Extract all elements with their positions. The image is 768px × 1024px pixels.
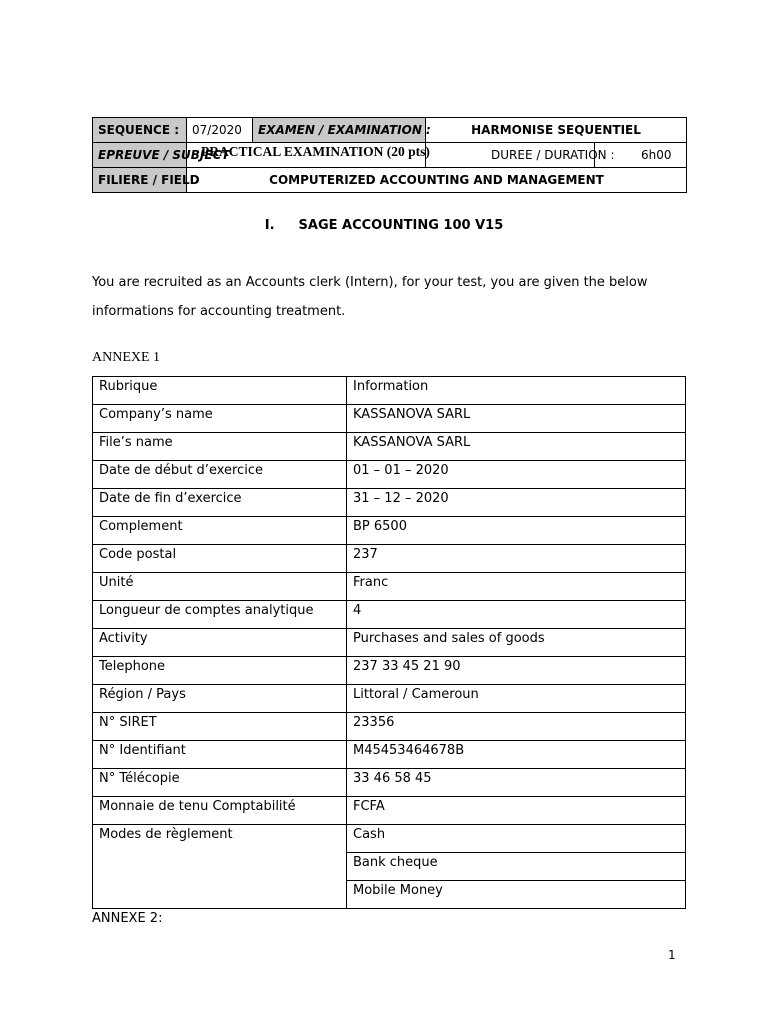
rubrique-cell: Telephone bbox=[93, 657, 347, 685]
exam-header-table bbox=[92, 117, 687, 193]
table-row bbox=[93, 573, 686, 601]
payment-option: Mobile Money bbox=[347, 881, 686, 909]
information-cell: 23356 bbox=[347, 713, 686, 741]
table-row bbox=[93, 461, 686, 489]
subject-value: PRACTICAL EXAMINATION (20 pts) bbox=[187, 143, 426, 168]
rubrique-cell: Date de fin d’exercice bbox=[93, 489, 347, 517]
section-heading bbox=[0, 218, 768, 233]
table-row bbox=[93, 517, 686, 545]
information-cell: 31 – 12 – 2020 bbox=[347, 489, 686, 517]
section-number: I. bbox=[264, 218, 275, 233]
table-row bbox=[93, 685, 686, 713]
field-value: COMPUTERIZED ACCOUNTING AND MANAGEMENT bbox=[187, 168, 687, 193]
information-cell: Purchases and sales of goods bbox=[347, 629, 686, 657]
information-cell: Franc bbox=[347, 573, 686, 601]
rubrique-cell: File’s name bbox=[93, 433, 347, 461]
payment-option: Bank cheque bbox=[347, 853, 686, 881]
information-cell: 4 bbox=[347, 601, 686, 629]
rubrique-cell: Unité bbox=[93, 573, 347, 601]
information-cell: 01 – 01 – 2020 bbox=[347, 461, 686, 489]
intro-line-1: You are recruited as an Accounts clerk (Intern), for your test, you are given the below bbox=[92, 275, 648, 290]
rubrique-cell: N° SIRET bbox=[93, 713, 347, 741]
column-header-rubrique: Rubrique bbox=[93, 377, 347, 405]
duration-label: DUREE / DURATION : bbox=[426, 143, 595, 168]
information-cell: BP 6500 bbox=[347, 517, 686, 545]
duration-value: 6h00 bbox=[595, 143, 687, 168]
information-cell: 237 33 45 21 90 bbox=[347, 657, 686, 685]
rubrique-cell: N° Identifiant bbox=[93, 741, 347, 769]
table-row bbox=[93, 489, 686, 517]
information-cell: 33 46 58 45 bbox=[347, 769, 686, 797]
annexe2-title: ANNEXE 2: bbox=[92, 911, 163, 926]
section-title: SAGE ACCOUNTING 100 V15 bbox=[298, 218, 504, 233]
information-cell: M45453464678B bbox=[347, 741, 686, 769]
intro-line-2: informations for accounting treatment. bbox=[92, 304, 346, 319]
table-header-row bbox=[93, 377, 686, 405]
table-row bbox=[93, 629, 686, 657]
payment-option: Cash bbox=[347, 825, 686, 853]
rubrique-cell: Company’s name bbox=[93, 405, 347, 433]
information-cell: KASSANOVA SARL bbox=[347, 405, 686, 433]
subject-label: EPREUVE / SUBJECT bbox=[93, 143, 187, 168]
company-info-table bbox=[92, 376, 686, 909]
rubrique-cell: Activity bbox=[93, 629, 347, 657]
rubrique-cell: Date de début d’exercice bbox=[93, 461, 347, 489]
sequence-label: SEQUENCE : bbox=[93, 118, 187, 143]
table-row bbox=[93, 657, 686, 685]
table-row bbox=[93, 601, 686, 629]
rubrique-cell: Région / Pays bbox=[93, 685, 347, 713]
page-number: 1 bbox=[668, 948, 676, 962]
column-header-information: Information bbox=[347, 377, 686, 405]
field-label: FILIERE / FIELD bbox=[93, 168, 187, 193]
payment-rubrique: Modes de règlement bbox=[93, 825, 347, 909]
table-row bbox=[93, 713, 686, 741]
sequence-value: 07/2020 bbox=[187, 118, 253, 143]
rubrique-cell: Monnaie de tenu Comptabilité bbox=[93, 797, 347, 825]
information-cell: Littoral / Cameroun bbox=[347, 685, 686, 713]
table-row bbox=[93, 405, 686, 433]
table-row bbox=[93, 797, 686, 825]
table-row bbox=[93, 433, 686, 461]
table-row bbox=[93, 825, 686, 853]
intro-paragraph bbox=[92, 268, 692, 326]
rubrique-cell: Longueur de comptes analytique bbox=[93, 601, 347, 629]
information-cell: FCFA bbox=[347, 797, 686, 825]
table-row bbox=[93, 769, 686, 797]
exam-value: HARMONISE SEQUENTIEL bbox=[426, 118, 687, 143]
table-row bbox=[93, 741, 686, 769]
rubrique-cell: Code postal bbox=[93, 545, 347, 573]
rubrique-cell: Complement bbox=[93, 517, 347, 545]
information-cell: KASSANOVA SARL bbox=[347, 433, 686, 461]
table-row bbox=[93, 545, 686, 573]
exam-label: EXAMEN / EXAMINATION : bbox=[253, 118, 426, 143]
rubrique-cell: N° Télécopie bbox=[93, 769, 347, 797]
annexe1-title: ANNEXE 1 bbox=[92, 350, 161, 365]
information-cell: 237 bbox=[347, 545, 686, 573]
